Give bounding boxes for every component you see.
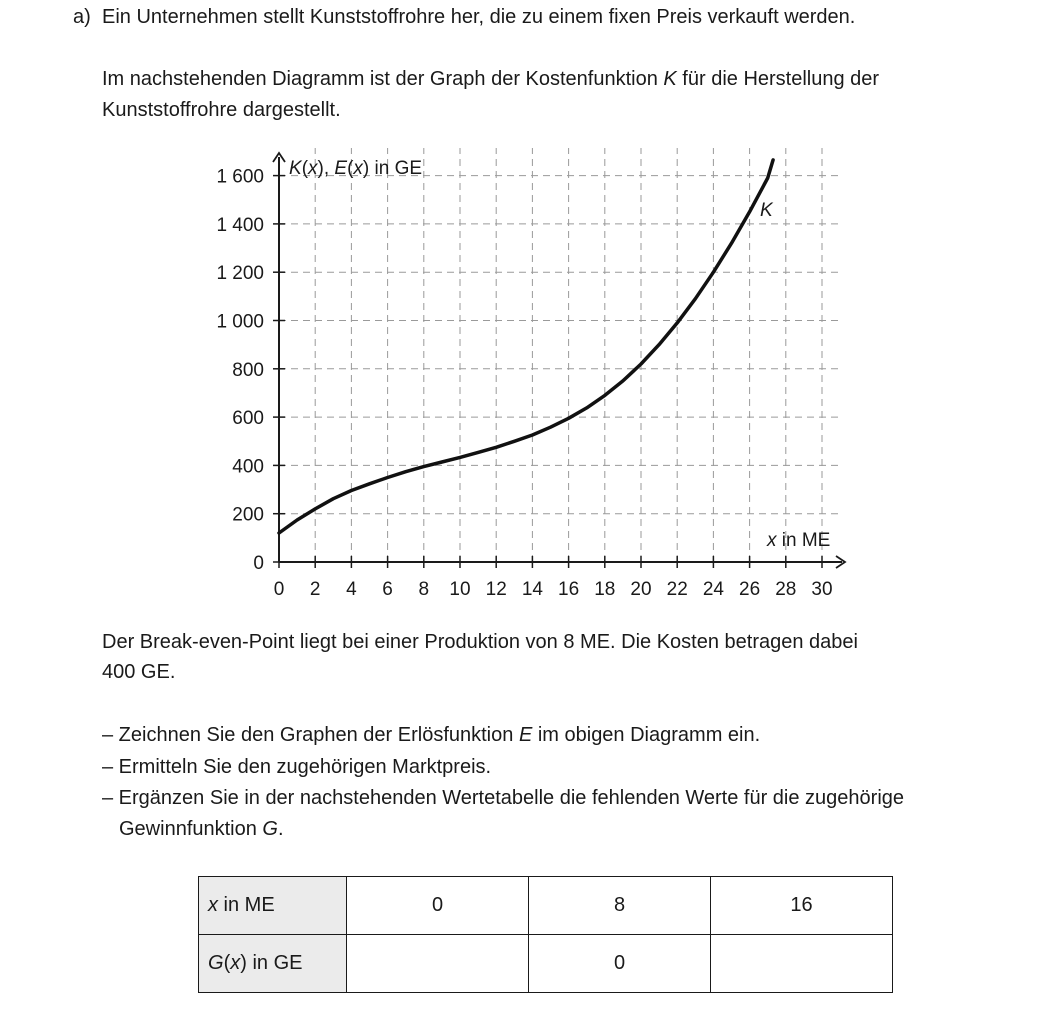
y-tick-label: 400 — [232, 456, 264, 478]
x-tick-label: 4 — [346, 579, 357, 600]
x-tick-label: 2 — [309, 579, 321, 600]
task-3-line-2: Gewinnfunktion G. — [119, 818, 284, 840]
x-axis-label: x in ME — [767, 530, 831, 551]
x-tick-label: 28 — [775, 579, 797, 600]
table-header-x: x in ME — [199, 877, 347, 935]
task-2: – Ermitteln Sie den zugehörigen Marktpreis. — [102, 756, 492, 778]
table-row-g — [199, 935, 893, 993]
table-cell: 0 — [529, 935, 711, 993]
table-cell: 16 — [711, 877, 893, 935]
x-tick-label: 24 — [702, 579, 724, 600]
break-even-line-1: Der Break-even-Point liegt bei einer Produktion von 8 ME. Die Kosten betragen dabei — [102, 631, 858, 653]
curve-label-k: K — [760, 200, 773, 221]
y-tick-label: 1 400 — [216, 214, 264, 236]
x-tick-label: 22 — [666, 579, 688, 600]
chart-grid — [279, 148, 843, 562]
x-tick-label: 30 — [811, 579, 833, 600]
x-tick-label: 20 — [630, 579, 652, 600]
x-tick-label: 12 — [485, 579, 507, 600]
y-tick-label: 800 — [232, 359, 264, 381]
task-1: – Zeichnen Sie den Graphen der Erlösfunktion E im obigen Diagramm ein. — [102, 724, 761, 746]
cost-function-symbol: K — [663, 68, 677, 90]
x-tick-label: 14 — [521, 579, 543, 600]
table-header-g: G(x) in GE — [199, 935, 347, 993]
x-tick-label: 18 — [594, 579, 616, 600]
y-axis-label: K(x), E(x) in GE — [289, 158, 423, 179]
value-table — [198, 876, 893, 993]
x-tick-label: 16 — [558, 579, 580, 600]
table-cell-empty[interactable] — [347, 935, 529, 993]
cost-curve-k — [279, 160, 773, 533]
x-tick-label: 0 — [273, 579, 285, 600]
task-3-line-1: – Ergänzen Sie in der nachstehenden Wertetabelle die fehlenden Werte für die zugehörige — [102, 787, 905, 809]
y-tick-label: 1 000 — [216, 311, 264, 333]
y-tick-label: 1 600 — [216, 166, 264, 188]
x-tick-label: 26 — [739, 579, 761, 600]
table-cell: 0 — [347, 877, 529, 935]
y-tick-label: 600 — [232, 408, 264, 430]
profit-function-symbol: G — [262, 818, 278, 840]
table-cell: 8 — [529, 877, 711, 935]
task-part-label: a) — [73, 6, 91, 28]
x-tick-label: 10 — [449, 579, 471, 600]
revenue-function-symbol: E — [518, 724, 533, 746]
table-cell-empty[interactable] — [711, 935, 893, 993]
y-tick-label: 0 — [253, 553, 264, 574]
x-tick-label: 8 — [418, 579, 430, 600]
x-tick-label: 6 — [382, 579, 393, 600]
y-tick-label: 200 — [232, 504, 264, 526]
break-even-line-2: 400 GE. — [102, 661, 176, 683]
diagram-description-line-1: Im nachstehenden Diagramm ist der Graph der Kostenfunktion K für die Herstellung der — [102, 68, 880, 90]
intro-text: Ein Unternehmen stellt Kunststoffrohre her, die zu einem fixen Preis verkauft werden. — [102, 6, 856, 28]
table-row-x — [199, 877, 893, 935]
y-tick-label: 1 200 — [216, 263, 264, 285]
diagram-description-line-2: Kunststoffrohre dargestellt. — [102, 99, 341, 121]
chart-ticks — [273, 176, 822, 568]
